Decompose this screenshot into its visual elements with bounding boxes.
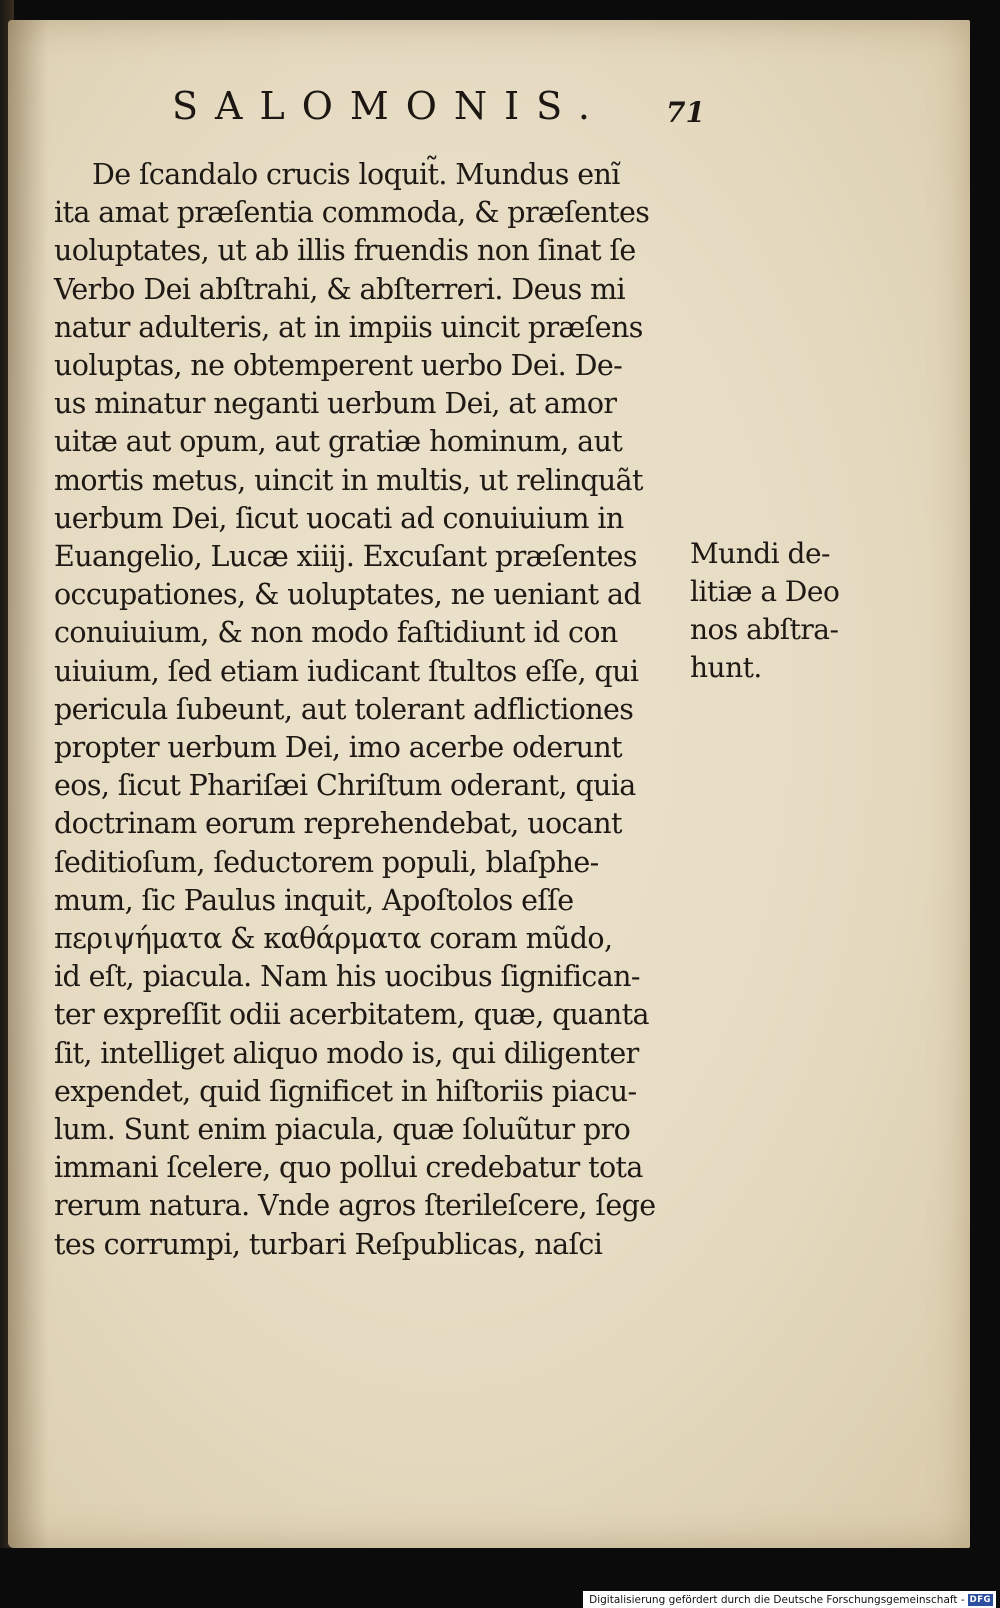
text-line: doctrinam eorum reprehendebat, uocant <box>54 807 622 841</box>
text-line: uiuium, ſed etiam iudicant ſtultos eſſe, qui <box>54 654 639 688</box>
text-line: expendet, quid ſignificet in hiſtoriis piacu- <box>54 1074 637 1108</box>
text-line-greek: περιψήματα & καθάρματα coram mũdo, <box>54 922 613 956</box>
text-line: natur adulteris, at in impiis uincit præſens <box>54 310 643 344</box>
credit-text: Digitalisierung gefördert durch die Deutsche Forschungsgemeinschaft - <box>589 1593 965 1606</box>
text-line: ſit, intelliget aliquo modo is, qui diligenter <box>54 1036 639 1070</box>
text-line: mum, ſic Paulus inquit, Apoſtolos eſſe <box>54 883 574 917</box>
text-line: uoluptas, ne obtemperent uerbo Dei. De- <box>54 349 623 383</box>
digitization-credit <box>583 1591 996 1608</box>
dfg-logo: DFG <box>969 1594 991 1605</box>
text-line: Euangelio, Lucæ xiiij. Excuſant præſentes <box>54 540 637 574</box>
marginal-line: hunt. <box>690 651 762 684</box>
gutter-shadow <box>8 20 48 1548</box>
text-line: us minatur neganti uerbum Dei, at amor <box>54 387 617 421</box>
text-line: occupationes, & uoluptates, ne ueniant ad <box>54 578 641 612</box>
text-line: uerbum Dei, ſicut uocati ad conuiuium in <box>54 501 624 535</box>
text-line: immani ſcelere, quo pollui credebatur tota <box>54 1151 643 1185</box>
text-line: rerum natura. Vnde agros ſterileſcere, ſege <box>54 1189 656 1223</box>
text-line: lum. Sunt enim piacula, quæ ſoluũtur pro <box>54 1113 631 1147</box>
text-line: Verbo Dei abſtrahi, & abſterreri. Deus mi <box>54 272 626 306</box>
marginal-line: Mundi de- <box>690 537 830 570</box>
text-line: mortis metus, uincit in multis, ut relinquãt <box>54 463 643 497</box>
running-head: SALOMONIS. <box>172 84 607 128</box>
text-line: ſeditioſum, ſeductorem populi, blaſphe- <box>54 845 599 879</box>
text-line: ita amat præſentia commoda, & præſentes <box>54 196 650 230</box>
text-line: ter expreſſit odii acerbitatem, quæ, quanta <box>54 998 649 1032</box>
marginal-line: litiæ a Deo <box>690 575 840 608</box>
text-line: tes corrumpi, turbari Reſpublicas, naſci <box>54 1227 603 1261</box>
text-line: conuiuium, & non modo faſtidiunt id con <box>54 616 618 650</box>
text-line: uitæ aut opum, aut gratiæ hominum, aut <box>54 425 623 459</box>
text-line: uoluptates, ut ab illis fruendis non ſinat ſe <box>54 234 636 268</box>
body-text <box>54 156 694 1264</box>
text-line: eos, ſicut Phariſæi Chriſtum oderant, quia <box>54 769 636 803</box>
text-line: id eſt, piacula. Nam his uocibus ſignifican- <box>54 960 640 994</box>
text-line: De ſcandalo crucis loquit̃. Mundus enĩ <box>92 158 620 191</box>
text-line: propter uerbum Dei, imo acerbe oderunt <box>54 731 622 765</box>
marginal-note <box>690 535 860 687</box>
text-line: pericula ſubeunt, aut tolerant adflictiones <box>54 692 634 726</box>
page-number: 71 <box>666 96 705 129</box>
marginal-line: nos abſtra- <box>690 613 839 646</box>
